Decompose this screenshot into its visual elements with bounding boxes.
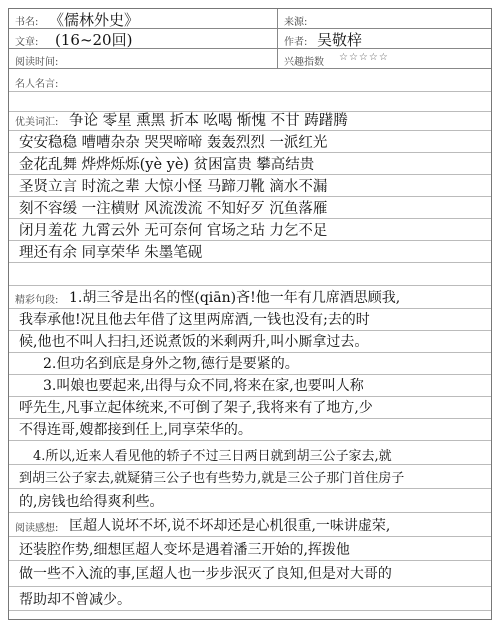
vocab-line: 刻不容缓 一注横财 风流泼流 不知好歹 沉鱼落雁 xyxy=(19,201,328,217)
excerpt-line: 到胡三公子家去,就疑猜三公子也有些势力,就是三公子那门首住房子 xyxy=(19,471,405,486)
excerpt-line: 我奉承他!况且他去年借了这里两席酒,一钱也没有;去的时 xyxy=(19,312,370,328)
vocab-line: 闭月羞花 九霄云外 无可奈何 官场之玷 力乞不足 xyxy=(19,223,328,239)
excerpt-line: 呼先生,凡事立起体统来,不可倒了架子,我将来有了地方,少 xyxy=(19,400,373,416)
reflect-line: 匡超人说坏不坏,说不坏却还是心机很重,一味讲虚荣, xyxy=(69,518,391,534)
ruled-line xyxy=(9,262,491,263)
excerpt-line: 的,房钱也给得爽利些。 xyxy=(19,494,164,510)
excerpt-line: 1.胡三爷是出名的悭(qiān)吝!他一年有几席酒思顾我, xyxy=(69,290,401,306)
ruled-line xyxy=(9,536,491,537)
book-label: 书名: xyxy=(15,17,39,28)
reflect-line: 帮助却不曾减少。 xyxy=(19,592,131,608)
ruled-line xyxy=(9,418,491,419)
vocab-line: 理还有余 同享荣华 朱墨笔砚 xyxy=(19,245,203,261)
text-label: 文章: xyxy=(15,37,39,48)
ruled-line xyxy=(9,218,491,219)
ruled-line xyxy=(9,488,491,489)
ruled-line xyxy=(9,352,491,353)
ruled-line xyxy=(9,308,491,309)
ruled-line xyxy=(9,152,491,153)
ruled-line xyxy=(9,330,491,331)
ruled-line xyxy=(9,440,491,441)
source-label: 来源: xyxy=(284,17,308,28)
ruled-line xyxy=(9,130,491,131)
text-value: (16~20回) xyxy=(55,31,133,49)
ruled-line xyxy=(9,586,491,587)
interest-label: 兴趣指数 xyxy=(284,57,324,68)
vocab-label: 优美词汇: xyxy=(15,117,59,128)
ruled-line xyxy=(9,174,491,175)
vocab-line: 金花乱舞 烨烨烁烁(yè yè) 贫困富贵 攀高结贵 xyxy=(19,157,315,173)
vocab-line: 争论 零星 熏黑 折本 吆喝 惭愧 不甘 踌躇腾 xyxy=(69,113,348,129)
reading-note-sheet xyxy=(8,8,492,620)
ruled-line xyxy=(9,374,491,375)
quote-divider xyxy=(9,91,491,92)
excerpt-line: 2.但功名到底是身外之物,德行是要紧的。 xyxy=(43,356,299,372)
interest-stars: ☆☆☆☆☆ xyxy=(339,52,389,63)
ruled-line xyxy=(9,464,491,465)
ruled-line xyxy=(9,285,491,286)
reflect-line: 还装腔作势,细想匡超人变坏是遇着潘三开始的,挥拨他 xyxy=(19,542,350,558)
header-row-time xyxy=(9,49,491,69)
header-divider xyxy=(277,9,278,69)
vocab-line: 安安稳稳 嘈嘈杂杂 哭哭啼啼 轰轰烈烈 一派红光 xyxy=(19,135,328,151)
reflect-line: 做一些不入流的事,匡超人也一步步泯灭了良知,但是对大哥的 xyxy=(19,566,392,582)
ruled-line xyxy=(9,396,491,397)
ruled-line xyxy=(9,560,491,561)
ruled-line xyxy=(9,512,491,513)
excerpt-line: 3.叫娘也要起来,出得与众不同,将来在家,也要叫人称 xyxy=(43,378,364,394)
ruled-line xyxy=(9,610,491,611)
ruled-line xyxy=(9,240,491,241)
excerpt-line: 不得连哥,嫂都接到任上,同享荣华的。 xyxy=(19,422,252,438)
time-label: 阅读时间: xyxy=(15,57,59,68)
book-value: 《儒林外史》 xyxy=(49,11,140,29)
excerpt-line: 4.所以,近来人看见他的轿子不过三日两日就到胡三公子家去,就 xyxy=(33,449,392,464)
reflect-label: 阅读感想: xyxy=(15,523,59,534)
excerpt-line: 候,他也不叫人扫扫,还说煮饭的米剩两升,叫小厮拿过去。 xyxy=(19,334,369,350)
excerpt-label: 精彩句段: xyxy=(15,295,59,306)
vocab-line: 圣贤立言 时流之辈 大惊小怪 马蹄刀靴 滴水不漏 xyxy=(19,179,328,195)
author-label: 作者: xyxy=(284,37,308,48)
author-value: 吴敬梓 xyxy=(317,31,363,49)
ruled-line xyxy=(9,196,491,197)
quote-label: 名人名言: xyxy=(15,79,59,90)
